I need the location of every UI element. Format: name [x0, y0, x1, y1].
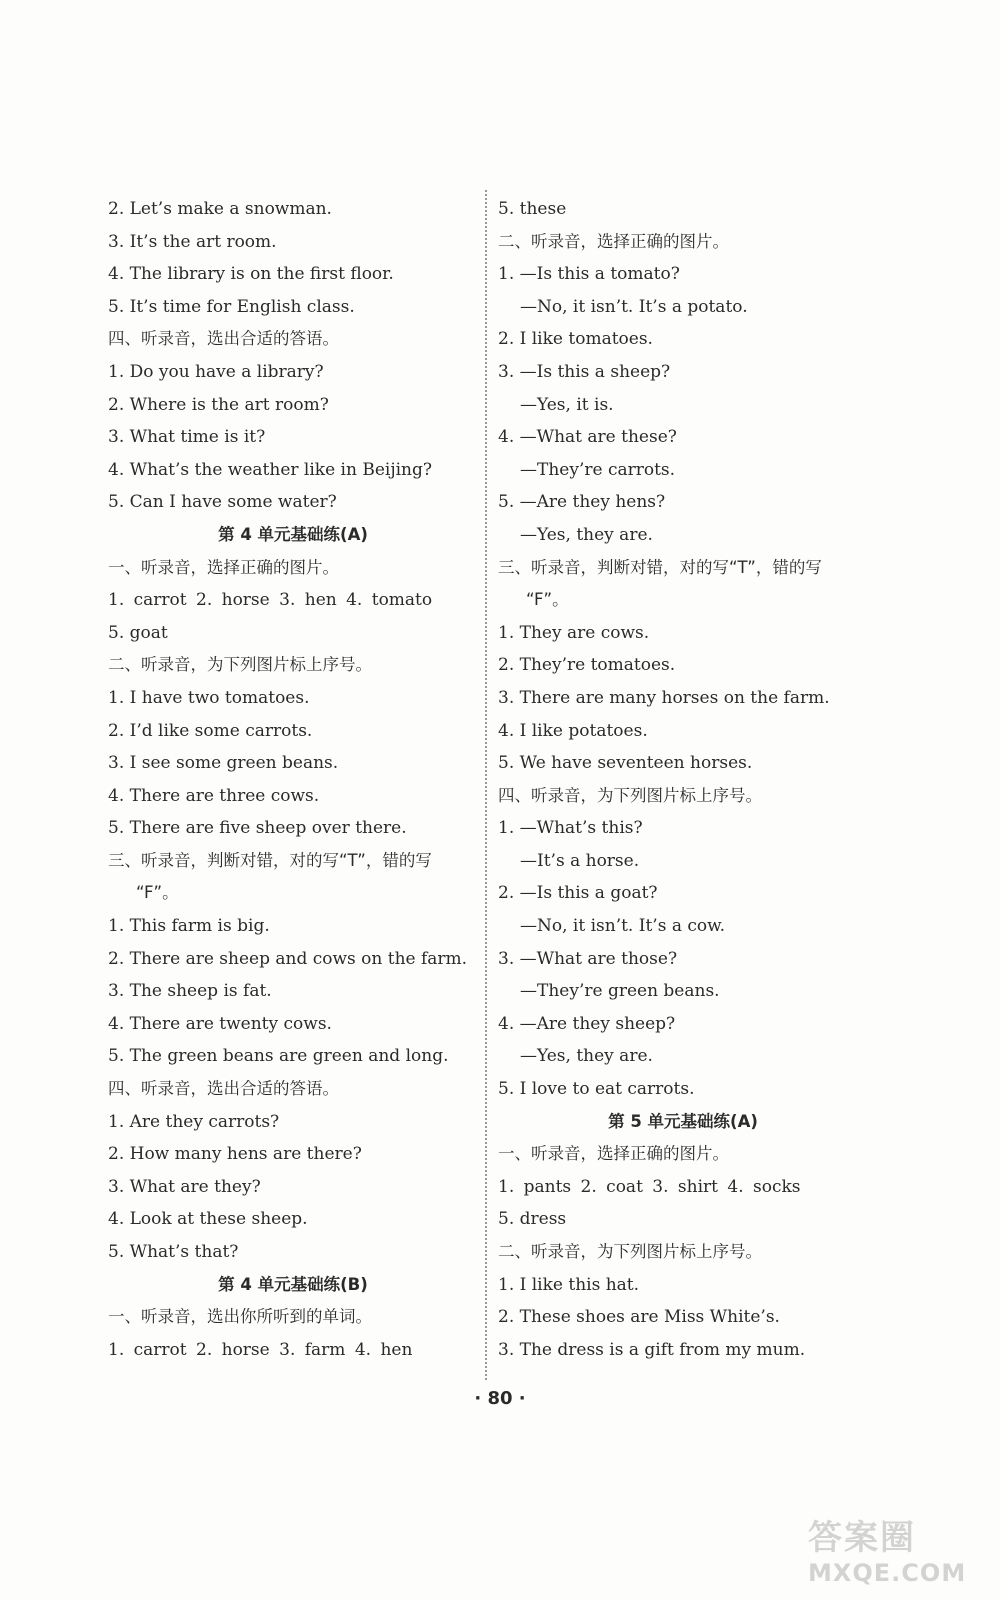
answer-line: 1. carrot 2. horse 3. hen 4. tomato	[108, 590, 433, 611]
answer-line: 5. There are five sheep over there.	[108, 818, 407, 839]
question-header: 一、听录音，选择正确的图片。	[108, 557, 339, 577]
answer-line: 5. these	[498, 199, 567, 219]
answer-line: 5. goat	[108, 622, 168, 643]
page-number: · 80 ·	[474, 1388, 526, 1409]
question-header: 二、听录音，为下列图片标上序号。	[498, 1242, 762, 1261]
right-column	[498, 193, 868, 1366]
answer-line: —They’re green beans.	[520, 981, 720, 1002]
answer-line: 5. Can I have some water?	[108, 492, 337, 513]
answer-line: 1. Are they carrots?	[108, 1111, 280, 1132]
answer-line: 1. I have two tomatoes.	[108, 687, 310, 708]
answer-line: 4. There are three cows.	[108, 785, 320, 806]
column-divider	[485, 190, 487, 1380]
answer-line: 1. This farm is big.	[108, 916, 270, 937]
answer-line: 4. What’s the weather like in Beijing?	[108, 459, 432, 480]
answer-line: 3. It’s the art room.	[108, 231, 277, 252]
answer-line: —They’re carrots.	[520, 459, 676, 480]
question-header: 二、听录音，为下列图片标上序号。	[108, 655, 372, 675]
answer-line: —Yes, it is.	[520, 394, 614, 415]
answer-line: 5. The green beans are green and long.	[108, 1046, 449, 1067]
answer-line: 3. There are many horses on the farm.	[498, 687, 830, 708]
answer-line: 2. —Is this a goat?	[498, 883, 658, 904]
answer-line: 4. The library is on the first floor.	[108, 264, 394, 285]
section-title: 第 4 单元基础练(A)	[218, 524, 368, 544]
answer-line: 1. They are cows.	[498, 622, 650, 643]
answer-line: 1. pants 2. coat 3. shirt 4. socks	[498, 1176, 801, 1197]
answer-line: 3. I see some green beans.	[108, 753, 339, 774]
answer-line: —Yes, they are.	[520, 524, 653, 545]
answer-line: 1. Do you have a library?	[108, 361, 324, 382]
answer-line: 5. dress	[498, 1209, 567, 1230]
answer-line: “F”。	[526, 590, 569, 610]
answer-line: 4. —Are they sheep?	[498, 1013, 676, 1034]
watermark-bottom: MXQE.COM	[808, 1559, 967, 1587]
answer-line: —No, it isn’t. It’s a cow.	[520, 916, 726, 937]
question-header: 四、听录音，选出合适的答语。	[108, 1079, 339, 1099]
answer-line: 5. We have seventeen horses.	[498, 753, 753, 774]
answer-line: 2. Let’s make a snowman.	[108, 199, 332, 219]
answer-line: 4. —What are these?	[498, 427, 677, 448]
answer-line: 2. I’d like some carrots.	[108, 720, 313, 741]
answer-line: 3. What time is it?	[108, 427, 266, 448]
answer-line: —It’s a horse.	[520, 850, 640, 871]
answer-line: 4. Look at these sheep.	[108, 1209, 308, 1230]
answer-line: 3. The sheep is fat.	[108, 981, 272, 1002]
section-title: 第 5 单元基础练(A)	[608, 1111, 758, 1131]
answer-line: 2. Where is the art room?	[108, 394, 329, 415]
answer-line: 3. —Is this a sheep?	[498, 361, 671, 382]
answer-line: —No, it isn’t. It’s a potato.	[520, 296, 748, 317]
answer-line: 2. These shoes are Miss White’s.	[498, 1307, 780, 1328]
answer-line: 5. I love to eat carrots.	[498, 1079, 695, 1100]
answer-line: 5. What’s that?	[108, 1242, 239, 1262]
answer-line: 1. carrot 2. horse 3. farm 4. hen	[108, 1339, 413, 1360]
answer-line: —Yes, they are.	[520, 1046, 653, 1067]
answer-line: 2. They’re tomatoes.	[498, 655, 676, 676]
answer-line: 5. —Are they hens?	[498, 492, 666, 513]
question-header: 二、听录音，选择正确的图片。	[498, 231, 729, 251]
answer-line: 3. The dress is a gift from my mum.	[498, 1339, 806, 1360]
question-header: 一、听录音，选择正确的图片。	[498, 1144, 729, 1164]
answer-line: “F”。	[136, 883, 179, 903]
answer-line: 1. I like this hat.	[498, 1274, 640, 1295]
answer-line: 1. —Is this a tomato?	[498, 264, 680, 285]
answer-line: 3. —What are those?	[498, 948, 678, 969]
answer-line: 2. I like tomatoes.	[498, 329, 653, 350]
question-header: 一、听录音，选出你所听到的单词。	[108, 1307, 372, 1327]
section-title: 第 4 单元基础练(B)	[218, 1274, 368, 1294]
question-header: 三、听录音，判断对错，对的写“T”，错的写	[498, 557, 822, 577]
question-header: 四、听录音，选出合适的答语。	[108, 329, 339, 349]
answer-line: 2. How many hens are there?	[108, 1144, 362, 1165]
answer-line: 3. What are they?	[108, 1176, 261, 1197]
answer-line: 2. There are sheep and cows on the farm.	[108, 948, 468, 969]
watermark-top: 答案圈	[808, 1518, 916, 1558]
answer-line: 4. I like potatoes.	[498, 720, 648, 741]
answer-line: 1. —What’s this?	[498, 818, 643, 839]
answer-line: 5. It’s time for English class.	[108, 296, 355, 317]
left-column	[108, 193, 478, 1366]
question-header: 三、听录音，判断对错，对的写“T”，错的写	[108, 850, 432, 870]
question-header: 四、听录音，为下列图片标上序号。	[498, 785, 762, 805]
watermark-logo	[808, 1510, 978, 1587]
answer-line: 4. There are twenty cows.	[108, 1013, 332, 1034]
